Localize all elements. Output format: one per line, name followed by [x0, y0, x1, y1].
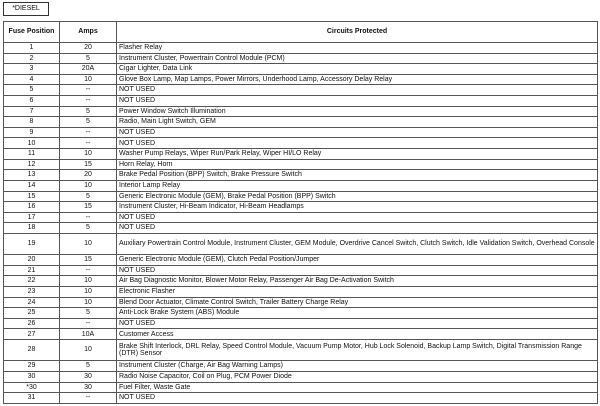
table-row: [4, 276, 598, 287]
circuits-cell: Brake Shift Interlock, DRL Relay, Speed Control Module, Vacuum Pump Motor, Hub Lock Solenoid, Backup Lamp Switch, Digital Transmission Range (DTR) Sensor: [117, 340, 598, 361]
circuits-cell: NOT USED: [117, 127, 598, 138]
circuits-cell: Electronic Flasher: [117, 287, 598, 298]
amps-cell: 10: [60, 180, 117, 191]
table-row: [4, 212, 598, 223]
table-row: [4, 74, 598, 85]
amps-cell: 15: [60, 255, 117, 266]
circuits-cell: NOT USED: [117, 265, 598, 276]
circuits-cell: NOT USED: [117, 393, 598, 404]
amps-cell: 5: [60, 361, 117, 372]
table-row: [4, 170, 598, 181]
fuse-position-cell: 31: [4, 393, 60, 404]
amps-cell: 5: [60, 106, 117, 117]
circuits-cell: Power Window Switch Illumination: [117, 106, 598, 117]
table-row: [4, 393, 598, 404]
amps-cell: --: [60, 393, 117, 404]
amps-cell: 10: [60, 340, 117, 361]
header-circuits-protected: Circuits Protected: [117, 22, 598, 43]
fuse-position-cell: 19: [4, 233, 60, 254]
table-header-row: [4, 22, 598, 43]
circuits-cell: Fuel Filter, Waste Gate: [117, 382, 598, 393]
fuse-position-cell: 10: [4, 138, 60, 149]
table-row: [4, 96, 598, 107]
amps-cell: --: [60, 138, 117, 149]
circuits-cell: Radio, Main Light Switch, GEM: [117, 117, 598, 128]
circuits-cell: Instrument Cluster, Powertrain Control Module (PCM): [117, 53, 598, 64]
fuse-position-cell: 25: [4, 308, 60, 319]
fuse-position-cell: 21: [4, 265, 60, 276]
fuse-position-cell: 13: [4, 170, 60, 181]
header-amps: Amps: [60, 22, 117, 43]
amps-cell: 30: [60, 371, 117, 382]
table-row: [4, 127, 598, 138]
amps-cell: --: [60, 318, 117, 329]
fuse-position-cell: 16: [4, 202, 60, 213]
circuits-cell: Radio Noise Capacitor, Coil on Plug, PCM Power Diode: [117, 371, 598, 382]
circuits-cell: Cigar Lighter, Data Link: [117, 64, 598, 75]
amps-cell: 10: [60, 74, 117, 85]
table-row: [4, 297, 598, 308]
fuse-position-cell: 28: [4, 340, 60, 361]
amps-cell: 10: [60, 233, 117, 254]
table-row: [4, 117, 598, 128]
fuse-position-cell: 8: [4, 117, 60, 128]
table-row: [4, 202, 598, 213]
table-row: [4, 138, 598, 149]
circuits-cell: NOT USED: [117, 138, 598, 149]
fuse-position-cell: 3: [4, 64, 60, 75]
fuse-position-cell: *30: [4, 382, 60, 393]
fuse-position-cell: 29: [4, 361, 60, 372]
amps-cell: --: [60, 265, 117, 276]
fuse-position-cell: 11: [4, 149, 60, 160]
circuits-cell: NOT USED: [117, 318, 598, 329]
circuits-cell: Blend Door Actuator, Climate Control Switch, Trailer Battery Charge Relay: [117, 297, 598, 308]
amps-cell: 15: [60, 202, 117, 213]
circuits-cell: Auxiliary Powertrain Control Module, Instrument Cluster, GEM Module, Overdrive Cancel Switch, Clutch Switch, Idle Validation Switch, Overhead Console: [117, 233, 598, 254]
fuse-position-cell: 7: [4, 106, 60, 117]
circuits-cell: Customer Access: [117, 329, 598, 340]
circuits-cell: Glove Box Lamp, Map Lamps, Power Mirrors, Underhood Lamp, Accessory Delay Relay: [117, 74, 598, 85]
fuse-position-cell: 5: [4, 85, 60, 96]
circuits-cell: NOT USED: [117, 223, 598, 234]
amps-cell: 10A: [60, 329, 117, 340]
table-row: [4, 149, 598, 160]
fuse-table: [3, 21, 598, 404]
fuse-position-cell: 15: [4, 191, 60, 202]
fuse-position-cell: 26: [4, 318, 60, 329]
table-row: [4, 106, 598, 117]
diesel-note: *DIESEL: [3, 2, 49, 16]
fuse-position-cell: 18: [4, 223, 60, 234]
amps-cell: --: [60, 96, 117, 107]
amps-cell: --: [60, 127, 117, 138]
fuse-position-cell: 9: [4, 127, 60, 138]
amps-cell: --: [60, 85, 117, 96]
fuse-position-cell: 6: [4, 96, 60, 107]
fuse-position-cell: 22: [4, 276, 60, 287]
circuits-cell: Generic Electronic Module (GEM), Brake Pedal Position (BPP) Switch: [117, 191, 598, 202]
amps-cell: 30: [60, 382, 117, 393]
table-row: [4, 318, 598, 329]
table-row: [4, 361, 598, 372]
amps-cell: 20: [60, 43, 117, 54]
fuse-position-cell: 24: [4, 297, 60, 308]
table-row: [4, 180, 598, 191]
amps-cell: 10: [60, 297, 117, 308]
fuse-position-cell: 17: [4, 212, 60, 223]
amps-cell: --: [60, 212, 117, 223]
circuits-cell: Air Bag Diagnostic Monitor, Blower Motor Relay, Passenger Air Bag De-Activation Switch: [117, 276, 598, 287]
fuse-position-cell: 20: [4, 255, 60, 266]
circuits-cell: Brake Pedal Position (BPP) Switch, Brake Pressure Switch: [117, 170, 598, 181]
circuits-cell: Interior Lamp Relay: [117, 180, 598, 191]
circuits-cell: Instrument Cluster, Hi-Beam Indicator, Hi-Beam Headlamps: [117, 202, 598, 213]
amps-cell: 10: [60, 149, 117, 160]
header-fuse-position: Fuse Position: [4, 22, 60, 43]
amps-cell: 15: [60, 159, 117, 170]
fuse-position-cell: 14: [4, 180, 60, 191]
amps-cell: 5: [60, 308, 117, 319]
fuse-position-cell: 2: [4, 53, 60, 64]
amps-cell: 10: [60, 276, 117, 287]
circuits-cell: NOT USED: [117, 212, 598, 223]
table-row: [4, 255, 598, 266]
table-row: [4, 43, 598, 54]
table-row: [4, 53, 598, 64]
circuits-cell: Instrument Cluster (Charge, Air Bag Warning Lamps): [117, 361, 598, 372]
amps-cell: 20A: [60, 64, 117, 75]
table-row: [4, 265, 598, 276]
table-row: [4, 371, 598, 382]
fuse-position-cell: 12: [4, 159, 60, 170]
circuits-cell: NOT USED: [117, 96, 598, 107]
table-row: [4, 233, 598, 254]
amps-cell: 5: [60, 117, 117, 128]
circuits-cell: Anti-Lock Brake System (ABS) Module: [117, 308, 598, 319]
amps-cell: 10: [60, 287, 117, 298]
table-row: [4, 287, 598, 298]
table-row: [4, 191, 598, 202]
fuse-position-cell: 1: [4, 43, 60, 54]
circuits-cell: Generic Electronic Module (GEM), Clutch Pedal Position/Jumper: [117, 255, 598, 266]
circuits-cell: Horn Relay, Horn: [117, 159, 598, 170]
table-body: [4, 43, 598, 404]
table-row: [4, 340, 598, 361]
amps-cell: 5: [60, 53, 117, 64]
amps-cell: 5: [60, 223, 117, 234]
table-row: [4, 223, 598, 234]
table-row: [4, 382, 598, 393]
table-row: [4, 64, 598, 75]
circuits-cell: Washer Pump Relays, Wiper Run/Park Relay, Wiper HI/LO Relay: [117, 149, 598, 160]
fuse-position-cell: 23: [4, 287, 60, 298]
circuits-cell: NOT USED: [117, 85, 598, 96]
fuse-position-cell: 27: [4, 329, 60, 340]
amps-cell: 20: [60, 170, 117, 181]
table-row: [4, 159, 598, 170]
fuse-position-cell: 30: [4, 371, 60, 382]
table-row: [4, 308, 598, 319]
table-row: [4, 85, 598, 96]
amps-cell: 5: [60, 191, 117, 202]
circuits-cell: Flasher Relay: [117, 43, 598, 54]
table-row: [4, 329, 598, 340]
fuse-position-cell: 4: [4, 74, 60, 85]
